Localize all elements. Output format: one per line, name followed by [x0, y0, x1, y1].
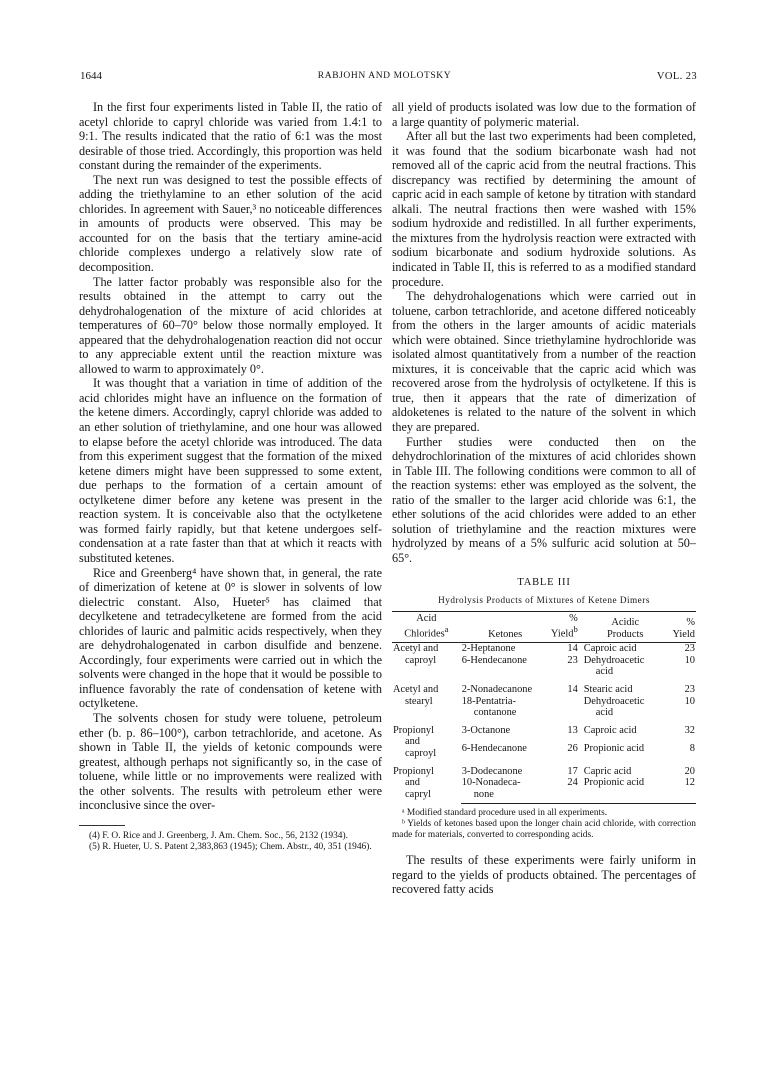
cell-ketone: 2-Heptanone	[461, 643, 516, 655]
cell-ketone: 6-Hendecanone	[461, 654, 527, 666]
footnote: (4) F. O. Rice and J. Greenberg, J. Am. Chem. Soc., 56, 2132 (1934).	[89, 830, 348, 841]
cell-acidic-product: Dehydroacetic acid	[583, 695, 645, 719]
paragraph: In the first four experiments listed in Table II, the ratio of acetyl chloride to capryl chloride was varied from 1.4:1 to 9:1. The results indicated that the ratio of 6:1 was the most desirable of those tried. Accordingly, this proportion was held constant during the remainder of the experiments.	[79, 100, 382, 173]
cell-acid-yield: 10	[684, 695, 695, 707]
cell-acid-chlorides: Propionyl and caproyl	[393, 724, 437, 759]
table-row	[392, 719, 696, 744]
header-acid-yield: % Yield	[668, 611, 696, 643]
cell-ketone-yield: 14	[567, 684, 578, 696]
cell-ketone: 3-Dodecanone	[461, 765, 523, 777]
table-row	[392, 678, 696, 696]
cell-acidic-product: Propionic acid	[583, 743, 645, 755]
paragraph: The results of these experiments were fairly uniform in regard to the yields of products obtained. The percentages of recovered fatty acids	[392, 853, 696, 897]
cell-ketone-yield	[550, 696, 579, 719]
running-title: RABJOHN AND MOLOTSKY	[317, 71, 452, 81]
table-note: ᵃ Modified standard procedure used in all experiments.	[402, 808, 608, 819]
header-ketones: Ketones	[461, 611, 550, 643]
right-column	[392, 100, 696, 897]
paragraph: It was thought that a variation in time of addition of the acid chlorides might have an influence on the formation of the ketene dimers. Accordingly, capryl chloride was added to an ether solution of triethylamine, and one hour was allowed to elapse before the acetyl chloride was introduced. The data from this experiment suggest that the formation of the mixed ketene dimers might have been suppressed to some extent, due perhaps to the formation of a certain amount of octylketene dimer before any ketene was present in the reaction system. It is conceivable also that the octylketene was formed fairly rapidly, but that ketene undergoes self-condensation at a rate faster than that at which it reacts with substituted ketenes.	[79, 376, 382, 565]
cell-acidic-product: Capric acid	[583, 765, 632, 777]
cell-acid-yield: 8	[689, 743, 695, 755]
header-yield: % Yield$^b$	[550, 611, 579, 643]
table-caption: Hydrolysis Products of Mixtures of Ketene Dimers	[438, 595, 650, 606]
cell-acidic-product: Propionic acid	[579, 777, 668, 804]
footnote-divider	[79, 825, 125, 826]
footnote: (5) R. Hueter, U. S. Patent 2,383,863 (1945); Chem. Abstr., 40, 351 (1946).	[89, 841, 372, 852]
cell-ketone: 3-Octanone	[461, 724, 511, 736]
cell-ketone: 6-Hendecanone	[461, 743, 527, 755]
cell-ketone-yield: 24	[550, 777, 579, 804]
header-acid-chlorides: Acid Chlorides$^a$	[392, 611, 461, 643]
cell-ketone-yield: 13	[567, 724, 578, 736]
paragraph: Rice and Greenberg⁴ have shown that, in general, the rate of dimerization of ketene at 0° is slower in solvents of low dielectric constant. Also, Hueter⁵ has claimed that decylketene and tetradecylketene are formed from the acid chlorides of lauric and palmitic acids respectively, when they are dehydrohalogenated in carbon disulfide and benzene. Accordingly, four experiments were carried out in which the solvents were changed in the hope that it would be possible to influence favorably the rate of condensation of ketene with octylketene.	[79, 565, 382, 711]
paragraph: Further studies were conducted then on the dehydrochlorination of the mixtures of acid chlorides shown in Table III. The following conditions were common to all of the reaction systems: ether was employed as the solvent, the ratio of the smaller to the larger acid chloride was 6:1, the ether solutions of the acid chlorides were added to an ether solution of triethylamine and the reaction mixtures were hydrolyzed by means of a 5% sulfuric acid solution at 50–65°.	[392, 434, 696, 565]
table-note: ᵇ Yields of ketones based upon the longer chain acid chloride, with correction made for materials, converted to corresponding acids.	[392, 819, 696, 841]
cell-acidic-product: Dehydroacetic acid	[583, 654, 645, 678]
footnotes	[79, 831, 382, 853]
paragraph: The dehydrohalogenations which were carried out in toluene, carbon tetrachloride, and acetone differed noticeably from the others in the larger amounts of acidic materials which were obtained. Since triethylamine hydrochloride was isolated almost quantitatively from a number of the reaction mixtures, it is conceivable that the capric acid which was recovered arose from the hydrolysis of octylketene. If this is true, then it appears that the rate of dimerization of aldoketenes is related to the nature of the solvent in which they are prepared.	[392, 289, 696, 435]
paragraph: The solvents chosen for study were toluene, petroleum ether (b. p. 86–100°), carbon tetrachloride, and acetone. As shown in Table II, the yields of ketonic compounds were greatest, although perhaps not significantly so, in the case of toluene, while little or no improvements were realized with the other solvents. The results with petroleum ether were inconclusive since the over-	[79, 710, 382, 813]
left-column	[79, 100, 382, 853]
table-notes	[392, 808, 696, 841]
cell-ketone-yield: 17	[567, 765, 578, 777]
cell-ketone-yield: 14	[567, 643, 578, 655]
cell-acidic-product: Stearic acid	[583, 684, 633, 696]
cell-acidic-product: Caproic acid	[583, 724, 637, 736]
cell-acid-chlorides: Acetyl and caproyl	[393, 643, 439, 666]
cell-acid-yield: 23	[684, 643, 695, 655]
data-table	[392, 611, 696, 805]
table-row	[392, 760, 696, 778]
paragraph: all yield of products isolated was low due to the formation of a large quantity of polymeric material.	[392, 100, 696, 129]
cell-acid-yield: 20	[684, 765, 695, 777]
cell-ketone: 10-Nonadeca- none	[461, 777, 550, 804]
header-acidic-products: Acidic Products	[579, 611, 668, 643]
table-row	[392, 643, 696, 655]
table-title: TABLE III	[517, 576, 571, 588]
cell-acid-yield: 12	[668, 777, 696, 804]
table-body	[392, 643, 696, 804]
paragraph: After all but the last two experiments had been completed, it was found that the sodium bicarbonate wash had not removed all of the capric acid from the neutral fractions. This discrepancy was rectified by determining the amount of capric acid in each sample of ketone by titration with standard alkali. The neutral fractions then were washed with 15% sodium hydroxide and redistilled. In all further experiments, the mixtures from the hydrolysis reaction were extracted with sodium bicarbonate and sodium hydroxide solutions. As indicated in Table II, this is referred to as a modified standard procedure.	[392, 129, 696, 289]
page-number: 1644	[80, 70, 102, 82]
cell-acid-chlorides: Acetyl and stearyl	[393, 684, 439, 707]
paragraph: The latter factor probably was responsible also for the results obtained in the attempt to carry out the dehydrohalogenation of the mixture of acid chlorides at temperatures of 60–70° below those normally employed. It appeared that the dehydrohalogenation reaction did not occur to any appreciable extent until the reaction mixture was allowed to warm to approximately 0°.	[79, 274, 382, 376]
cell-ketone-yield: 26	[567, 743, 578, 755]
cell-ketone: 2-Nonadecanone	[461, 684, 533, 696]
table-header-row	[392, 611, 696, 643]
volume-label: VOL. 23	[656, 71, 697, 82]
cell-acid-chlorides: Propionyl and capryl	[393, 765, 434, 800]
cell-acid-yield: 10	[684, 654, 695, 666]
cell-ketone: 18-Pentatria- contanone	[461, 695, 517, 719]
cell-acidic-product: Caproic acid	[583, 643, 637, 655]
paragraph: The next run was designed to test the possible effects of adding the triethylamine to an ether solution of the acid chlorides. In agreement with Sauer,³ no noticeable differences in amounts of products were observed. This may be accounted for on the basis that the tertiary amine-acid chloride complexes undergo a relatively slow rate of decomposition.	[79, 172, 382, 275]
cell-ketone-yield: 23	[567, 654, 578, 666]
cell-acid-yield: 23	[684, 684, 695, 696]
cell-acid-yield: 32	[684, 724, 695, 736]
